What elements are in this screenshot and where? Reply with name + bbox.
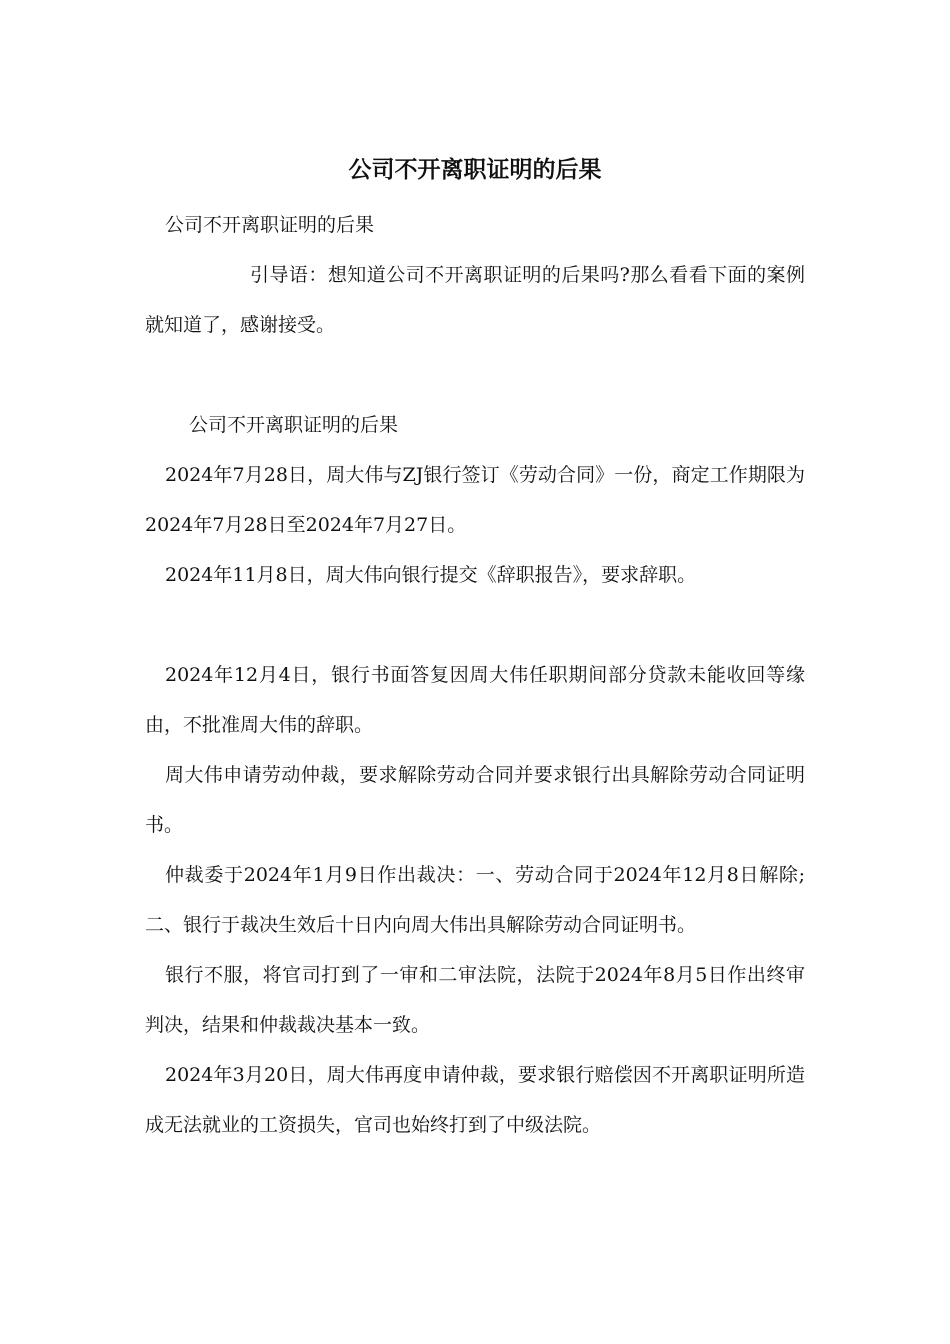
paragraph-contract: 2024年7月28日，周大伟与ZJ银行签订《劳动合同》一份，商定工作期限为2024年7月28日至2024年7月27日。 bbox=[145, 464, 805, 536]
paragraph-spacer bbox=[145, 350, 805, 400]
paragraph-section-heading: 公司不开离职证明的后果 bbox=[189, 414, 399, 436]
paragraph-bank-reply: 2024年12月4日，银行书面答复因周大伟任职期间部分贷款未能收回等缘由，不批准周大伟的辞职。 bbox=[145, 664, 805, 736]
paragraph-court-judgment: 银行不服，将官司打到了一审和二审法院，法院于2024年8月5日作出终审判决，结果和仲裁裁决基本一致。 bbox=[145, 964, 805, 1036]
paragraph-arbitration-ruling: 仲裁委于2024年1月9日作出裁决：一、劳动合同于2024年12月8日解除;二、银行于裁决生效后十日内向周大伟出具解除劳动合同证明书。 bbox=[145, 864, 805, 936]
document-body bbox=[145, 200, 805, 1150]
paragraph-spacer bbox=[145, 600, 805, 650]
paragraph-intro: 引导语：想知道公司不开离职证明的后果吗?那么看看下面的案例就知道了，感谢接受。 bbox=[145, 264, 805, 336]
paragraph-resignation: 2024年11月8日，周大伟向银行提交《辞职报告》，要求辞职。 bbox=[165, 564, 697, 586]
document-title: 公司不开离职证明的后果 bbox=[348, 156, 602, 183]
paragraph-arbitration-request: 周大伟申请劳动仲裁，要求解除劳动合同并要求银行出具解除劳动合同证明书。 bbox=[145, 764, 805, 836]
paragraph-second-arbitration: 2024年3月20日，周大伟再度申请仲裁，要求银行赔偿因不开离职证明所造成无法就业的工资损失，官司也始终打到了中级法院。 bbox=[145, 1064, 805, 1136]
paragraph-subtitle: 公司不开离职证明的后果 bbox=[165, 214, 375, 236]
